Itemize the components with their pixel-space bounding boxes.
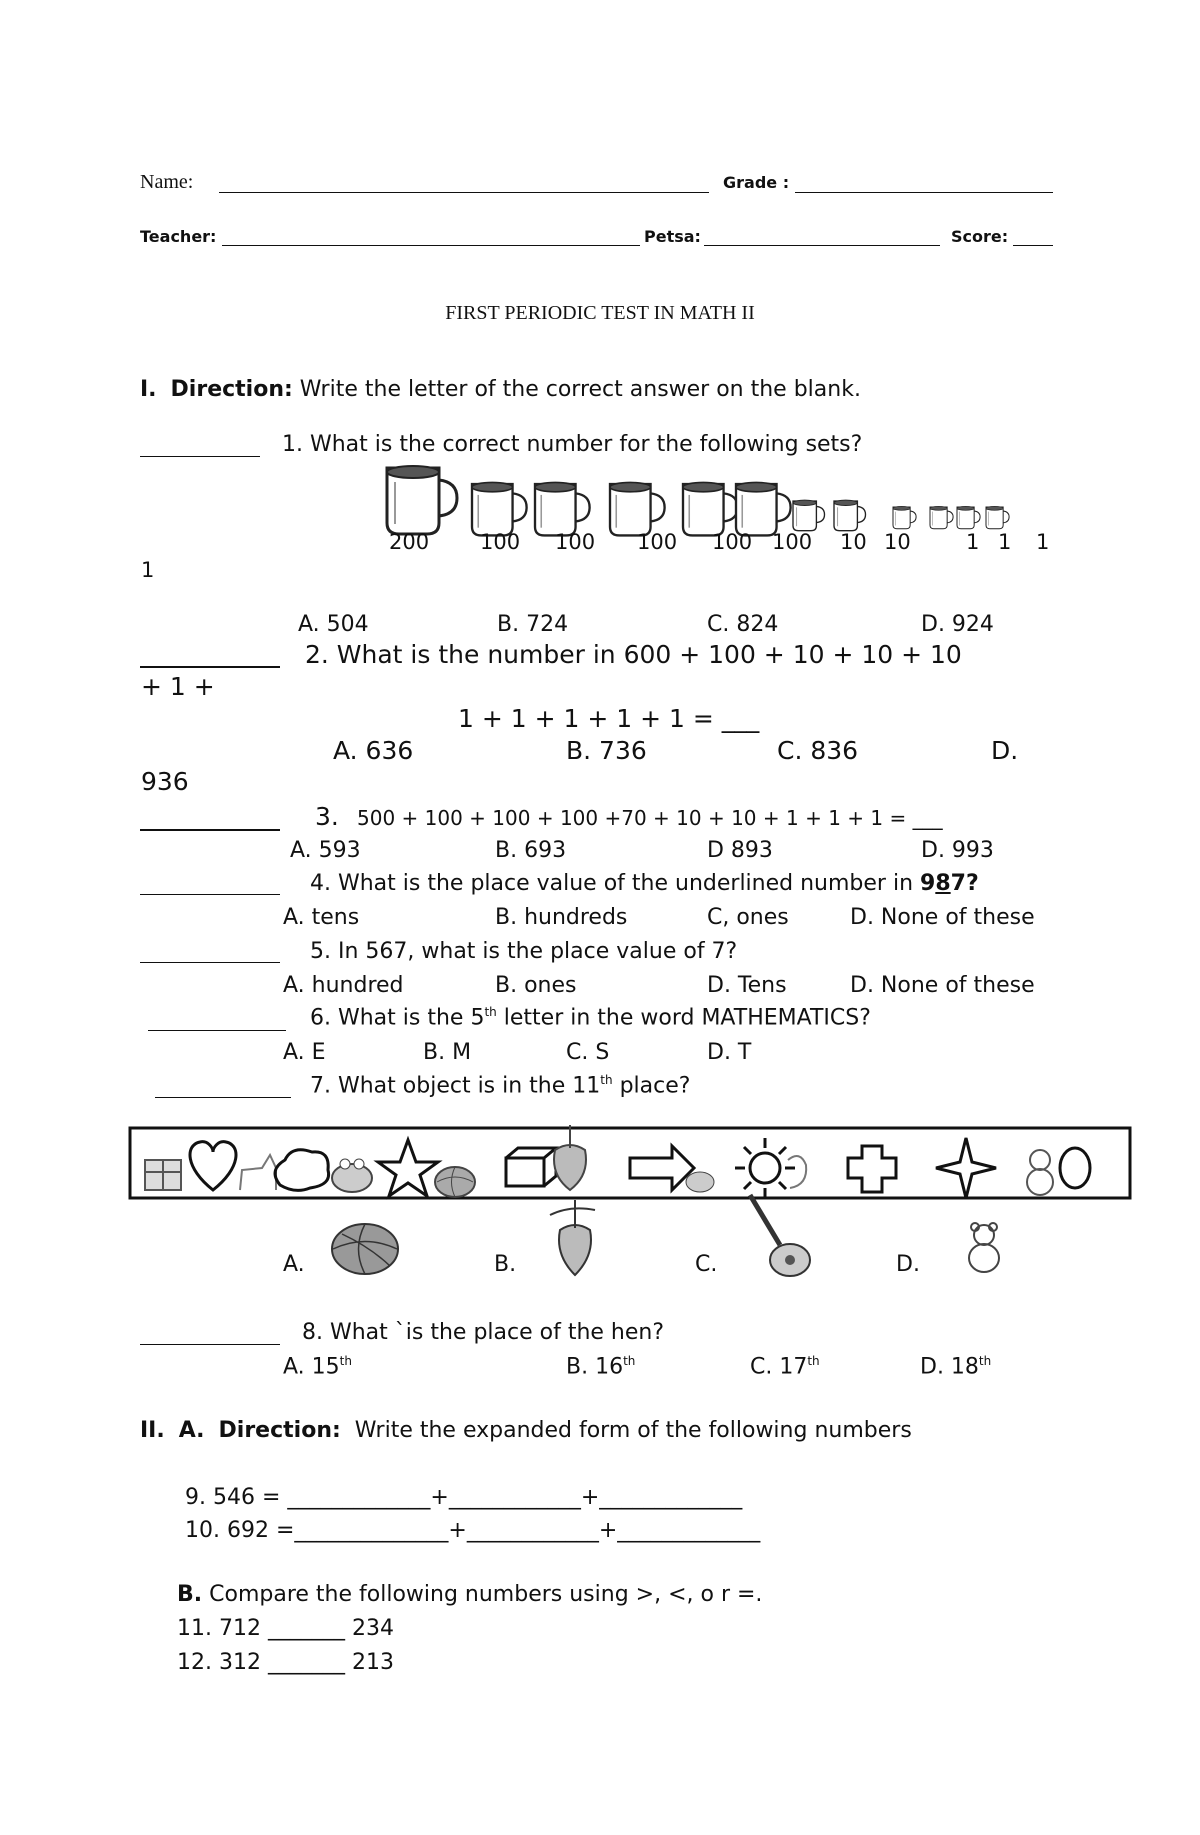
page-title: FIRST PERIODIC TEST IN MATH II [445,302,755,324]
q7-choice-c-guitar-icon [740,1195,815,1280]
star-icon [378,1140,438,1196]
question-2-wrap: + 1 + [141,672,215,701]
q7-choice-a[interactable]: A. [283,1252,305,1277]
q7-choice-c[interactable]: C. [695,1252,718,1277]
q7-choice-d-teddy-bear-icon [963,1222,1005,1274]
score-label: Score: [951,227,1009,246]
hen-icon [788,1156,806,1188]
question-1: 1. What is the correct number for the following sets? [282,432,863,457]
cup-label: 100 [712,530,753,554]
q1-choice-b[interactable]: B. 724 [497,612,569,637]
ball-icon [435,1167,475,1197]
frog-icon [332,1159,372,1192]
cup-label: 100 [480,530,521,554]
cup-label: 1 [998,530,1012,554]
q3-choice-a[interactable]: A. 593 [290,838,361,863]
part2-b-instruction: B. Compare the following numbers using >, <, o r =. [177,1582,763,1607]
name-label: Name: [140,171,194,193]
cup-label: 1 [1036,530,1050,554]
q7-choice-b[interactable]: B. [494,1252,517,1277]
cup-label: 1 [966,530,980,554]
expanded-form-item-9[interactable]: 9. 546 = _____________+____________+_____________ [185,1485,743,1510]
oval-icon [1060,1148,1090,1188]
q6-choice-a[interactable]: A. E [283,1040,326,1065]
sun-icon [735,1138,795,1198]
cup-label: 200 [389,530,430,554]
q7-choice-b-spinning-top-icon [540,1200,610,1280]
expanded-form-item-10[interactable]: 10. 692 =______________+____________+_____________ [185,1518,761,1543]
part1-direction: I. Direction: Write the letter of the correct answer on the blank. [140,377,861,402]
cup-label: 100 [637,530,678,554]
q6-choice-d[interactable]: D. T [707,1040,752,1065]
q7-choice-d[interactable]: D. [896,1252,920,1277]
q1-choice-c[interactable]: C. 824 [707,612,779,637]
question-5: 5. In 567, what is the place value of 7? [310,939,738,964]
q6-choice-c[interactable]: C. S [566,1040,610,1065]
gift-box-icon [145,1160,181,1190]
q5-choice-b[interactable]: B. ones [495,973,577,998]
q3-choice-d[interactable]: D. 993 [921,838,994,863]
dog-icon [240,1155,276,1190]
q8-choice-b[interactable]: B. 16th [566,1354,636,1380]
petsa-label: Petsa: [644,227,701,246]
cup-label: 100 [772,530,813,554]
q8-choice-d[interactable]: D. 18th [920,1354,992,1380]
q5-choice-d[interactable]: D. None of these [850,973,1035,998]
q2-choice-d[interactable]: D. [991,736,1019,765]
cup-label: 10 [840,530,867,554]
question-7: 7. What object is in the 11th place? [310,1073,691,1099]
q4-choice-a[interactable]: A. tens [283,905,360,930]
question-4: 4. What is the place value of the underlined number in 987? [310,871,979,896]
grade-label: Grade : [723,173,790,192]
part2-direction: II. A. Direction: Write the expanded form of the following numbers [140,1418,912,1443]
q5-choice-c[interactable]: D. Tens [707,973,787,998]
teddy-bear-icon [1027,1150,1053,1195]
q4-choice-d[interactable]: D. None of these [850,905,1035,930]
cup-label: 10 [884,530,911,554]
question-2-line2: 1 + 1 + 1 + 1 + 1 = ___ [458,704,760,733]
compare-item-12[interactable]: 12. 312 _______ 213 [177,1650,394,1675]
q8-choice-c[interactable]: C. 17th [750,1354,820,1380]
question-2: 2. What is the number in 600 + 100 + 10 + 10 + 10 [305,640,962,669]
q3-choice-c[interactable]: D 893 [707,838,773,863]
cloud-icon [275,1150,329,1191]
answer-blank-8[interactable] [140,1344,280,1345]
heart-icon [190,1142,236,1190]
question-3-number: 3. [315,802,339,831]
cup-label: 1 [141,558,155,582]
cup-label: 100 [555,530,596,554]
q7-choice-a-ball-icon [330,1222,400,1276]
arrow-icon [630,1146,694,1190]
q5-choice-a[interactable]: A. hundred [283,973,404,998]
q1-choice-a[interactable]: A. 504 [298,612,369,637]
q4-choice-b[interactable]: B. hundreds [495,905,628,930]
q8-choice-a[interactable]: A. 15th [283,1354,352,1380]
spinning-top-icon [554,1125,586,1190]
q2-choice-b[interactable]: B. 736 [566,736,647,765]
q6-choice-b[interactable]: B. M [423,1040,472,1065]
compare-item-11[interactable]: 11. 712 _______ 234 [177,1616,394,1641]
question-3: 500 + 100 + 100 + 100 +70 + 10 + 10 + 1 + 1 + 1 = ___ [357,806,943,830]
q2-choice-c[interactable]: C. 836 [777,736,859,765]
q2-choice-d-wrap: 936 [141,767,189,796]
q1-choice-d[interactable]: D. 924 [921,612,994,637]
q4-choice-c[interactable]: C, ones [707,905,789,930]
question-6: 6. What is the 5th letter in the word MATHEMATICS? [310,1005,871,1031]
teacher-label: Teacher: [140,227,217,246]
question-8: 8. What `is the place of the hen? [302,1320,665,1345]
cube-icon [506,1148,556,1186]
four-point-star-icon [936,1138,996,1198]
q3-choice-b[interactable]: B. 693 [495,838,567,863]
guitar-icon [686,1172,714,1192]
q2-choice-a[interactable]: A. 636 [333,736,414,765]
cross-icon [848,1146,896,1192]
